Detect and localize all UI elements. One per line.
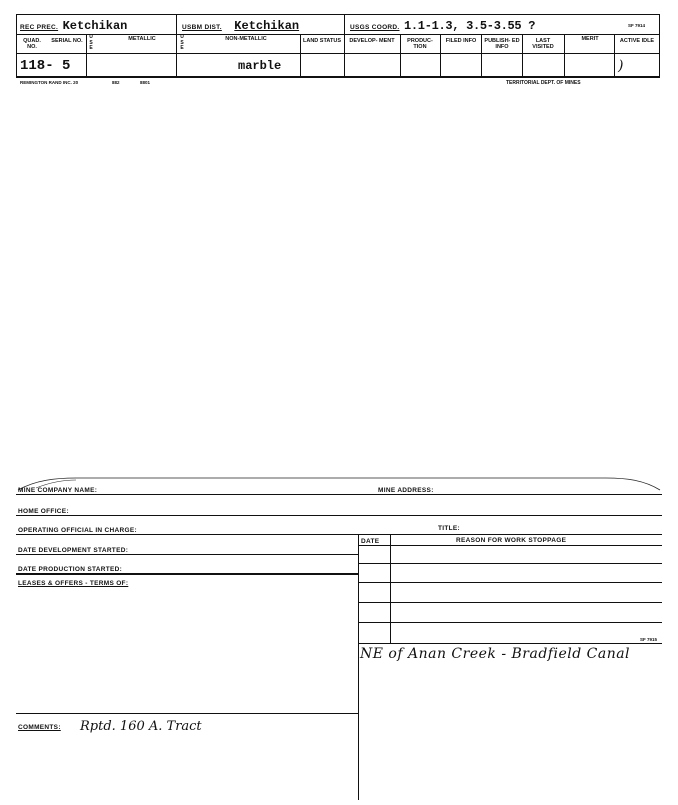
col-development: DEVELOP- MENT [349, 38, 395, 44]
card-top-edge [16, 470, 662, 492]
leases-offers-label: LEASES & OFFERS - TERMS OF: [18, 580, 129, 587]
usgs-coord-field [350, 16, 610, 33]
form-number-bottom: SF 7915 [640, 637, 658, 642]
footer-right-text: TERRITORIAL DEPT. OF MINES [506, 80, 581, 86]
usbm-dist-label: USBM DIST. [182, 24, 222, 31]
col-quad-no: QUAD. NO. [23, 38, 41, 50]
col-use-code-2: U S E [180, 34, 184, 51]
comments-label: COMMENTS: [18, 724, 61, 731]
usbm-dist-value: Ketchikan [234, 19, 300, 33]
usgs-coord-label: USGS COORD. [350, 24, 400, 31]
col-non-metallic: NON-METALLIC [225, 36, 267, 42]
rec-prec-field [20, 16, 175, 33]
top-card [16, 14, 660, 94]
col-production: PRODUC- TION [407, 38, 433, 50]
reason-column-header: REASON FOR WORK STOPPAGE [456, 537, 567, 544]
col-merit: MERIT [581, 36, 599, 42]
usbm-dist-field [182, 16, 342, 33]
col-published-info: PUBLISH- ED INFO [484, 38, 520, 50]
col-filed-info: FILED INFO [445, 38, 477, 44]
footer-code-2: 8801 [140, 80, 151, 85]
operating-official-label: OPERATING OFFICIAL IN CHARGE: [18, 527, 137, 534]
mine-address-label: MINE ADDRESS: [378, 487, 434, 494]
col-land-status: LAND STATUS [303, 38, 341, 44]
footer-code-1: 882 [112, 80, 120, 85]
date-development-started-label: DATE DEVELOPMENT STARTED: [18, 547, 129, 554]
title-label: TITLE: [438, 525, 461, 532]
quad-serial-value: 118- 5 [20, 58, 71, 74]
mine-company-name-label: MINE COMPANY NAME: [18, 487, 98, 494]
col-metallic: METALLIC [128, 36, 156, 42]
col-last-visited: LAST VISITED [532, 38, 554, 50]
col-active-idle: ACTIVE IDLE [619, 38, 655, 44]
date-column-header: DATE [361, 538, 380, 545]
non-metallic-value: marble [238, 59, 282, 73]
col-serial-no: SERIAL NO. [51, 38, 83, 44]
usgs-coord-value: 1.1-1.3, 3.5-3.55 ? [403, 19, 536, 33]
date-production-started-label: DATE PRODUCTION STARTED: [18, 566, 123, 573]
col-use-code-1: U S E [89, 34, 93, 51]
form-number-top: SF 7914 [628, 23, 646, 28]
bottom-card [16, 470, 662, 800]
rec-prec-label: REC PREC. [20, 24, 59, 31]
active-idle-mark: ) [618, 58, 624, 74]
comments-value: Rptd. 160 A. Tract [80, 719, 202, 734]
rec-prec-value: Ketchikan [62, 19, 128, 33]
handwritten-location: NE of Anan Creek - Bradfield Canal [360, 646, 631, 662]
footer-left-text: REMINGTON RAND INC. 20 [20, 80, 79, 85]
home-office-label: HOME OFFICE: [18, 508, 69, 515]
